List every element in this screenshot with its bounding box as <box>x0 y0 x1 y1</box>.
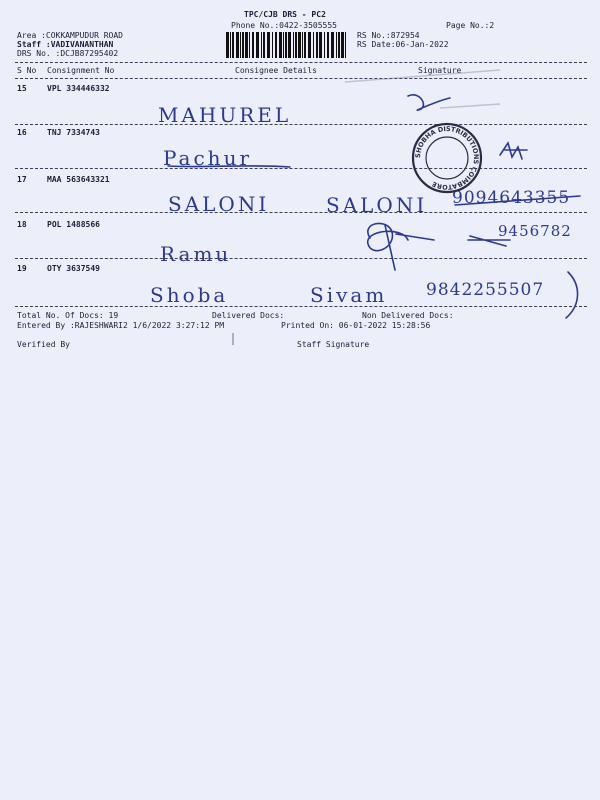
col-consignee: Consignee Details <box>235 66 317 75</box>
non-delivered-docs: Non Delivered Docs: <box>362 311 454 320</box>
row-16-underline <box>168 166 290 167</box>
staff-label: Staff :VADIVANANTHAN <box>17 40 114 49</box>
row-17-sno: 17 <box>17 175 27 184</box>
drs-number: DRS No. :DCJB87295402 <box>17 49 119 58</box>
staff-signature: Staff Signature <box>297 340 370 349</box>
rs-date: RS Date:06-Jan-2022 <box>357 40 449 49</box>
document-title: TPC/CJB DRS - PC2 <box>244 10 326 19</box>
row-19-receiver-name: Shoba <box>150 283 229 307</box>
row-16-receiver-name: Pachur <box>163 146 253 170</box>
col-consignment: Consignment No <box>47 66 115 75</box>
row-16-sno: 16 <box>17 128 27 137</box>
row-18-sno: 18 <box>17 220 27 229</box>
company-stamp <box>413 124 481 192</box>
row-19-sno: 19 <box>17 264 27 273</box>
row-16-signature-scribble <box>500 143 527 159</box>
verified-by: Verified By <box>17 340 70 349</box>
row-19-bracket <box>566 272 578 318</box>
row-18-struck-number <box>468 236 510 246</box>
delivered-docs: Delivered Docs: <box>212 311 285 320</box>
row-19-phone: 9842255507 <box>426 280 545 300</box>
row-18-consignment: POL 1488566 <box>47 220 100 229</box>
row-17-strike <box>455 196 580 205</box>
row-19-consignment: OTY 3637549 <box>47 264 100 273</box>
row-18-receiver-name: Ramu <box>160 242 232 266</box>
row-17-receiver-name: SALONI <box>168 192 270 216</box>
rs-number: RS No.:872954 <box>357 31 420 40</box>
row-15-sno: 15 <box>17 84 27 93</box>
row-19-receiver-signature: Sivam <box>310 283 388 307</box>
row-15-consignment: VPL 334446332 <box>47 84 110 93</box>
row-18-phone: 9456782 <box>498 222 572 240</box>
phone-number: Phone No.:0422-3505555 <box>231 21 337 30</box>
row-17-receiver-signature: SALONI <box>326 193 428 217</box>
row-17-phone: 9094643355 <box>452 188 571 208</box>
row-18-signature <box>368 223 434 270</box>
page-number: Page No.:2 <box>446 21 495 30</box>
col-signature: Signature <box>418 66 462 75</box>
area-label: Area :COKKAMPUDUR ROAD <box>17 31 123 40</box>
row-17-consignment: MAA 563643321 <box>47 175 110 184</box>
row-15-receiver-name: MAHUREL <box>158 103 292 127</box>
svg-text:SHOBHA DISTRIBUTIONS COIMBATOR: SHOBHA DISTRIBUTIONS COIMBATORE <box>413 124 481 192</box>
col-sno: S No <box>17 66 37 75</box>
printed-on: Printed On: 06-01-2022 15:28:56 <box>281 321 431 330</box>
total-docs: Total No. Of Docs: 19 <box>17 311 119 320</box>
row-16-consignment: TNJ 7334743 <box>47 128 100 137</box>
entered-by: Entered By :RAJESHWARI2 1/6/2022 3:27:12 PM <box>17 321 225 330</box>
